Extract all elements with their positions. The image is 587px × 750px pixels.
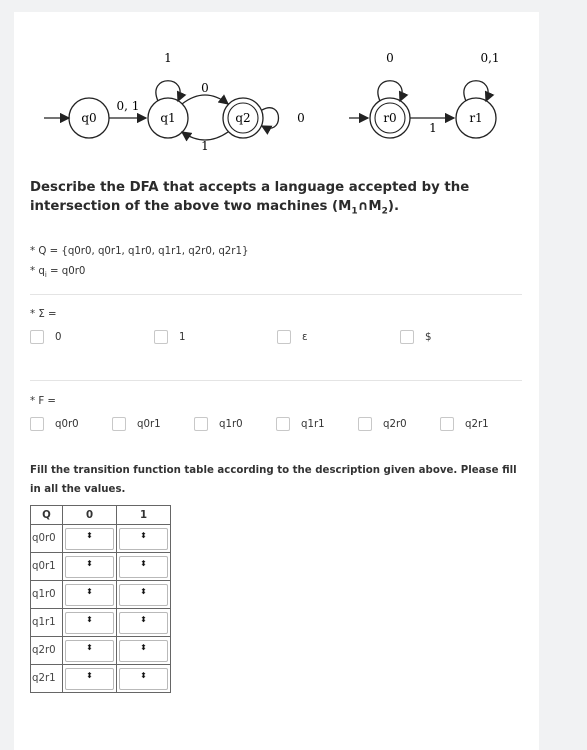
sigma-option-epsilon[interactable]: ε — [277, 330, 308, 344]
loop-q1-label: 1 — [164, 51, 172, 65]
initial-state: * $q_i = q0r0$ — [30, 266, 86, 280]
table-row — [31, 637, 171, 665]
select-arrows-icon: ⬍ — [140, 642, 147, 652]
final-option-q2r1[interactable]: q2r1 — [440, 417, 489, 431]
select-arrows-icon: ⬍ — [86, 586, 93, 596]
select-arrows-icon: ⬍ — [140, 670, 147, 680]
transition-select-0[interactable] — [65, 528, 114, 550]
transition-select-0[interactable] — [65, 640, 114, 662]
state-r1-label: r1 — [469, 111, 483, 125]
edge-q0-q1-label: 0, 1 — [116, 99, 140, 113]
transition-select-1[interactable] — [119, 584, 168, 606]
transition-select-1[interactable] — [119, 668, 168, 690]
final-option-q0r1[interactable]: q0r1 — [112, 417, 161, 431]
table-header-row — [31, 506, 171, 525]
select-arrows-icon: ⬍ — [86, 670, 93, 680]
transition-select-1[interactable] — [119, 640, 168, 662]
question-card — [14, 12, 539, 750]
edge-r0-r1-label: 1 — [429, 121, 437, 135]
checkbox[interactable] — [112, 417, 126, 431]
sigma-option-1[interactable]: 1 — [154, 330, 185, 344]
select-arrows-icon: ⬍ — [140, 530, 147, 540]
row-state: q0r0 — [31, 525, 63, 553]
state-q1-label: q1 — [160, 111, 176, 125]
row-state: q1r0 — [31, 581, 63, 609]
loop-q2 — [262, 108, 279, 129]
edge-q1-q2-label: 0 — [201, 81, 209, 95]
select-arrows-icon: ⬍ — [86, 642, 93, 652]
checkbox[interactable] — [154, 330, 168, 344]
row-state: q1r1 — [31, 609, 63, 637]
transition-select-1[interactable] — [119, 528, 168, 550]
sigma-option-dollar[interactable]: $ — [400, 330, 431, 344]
header-0: 0 — [63, 506, 117, 525]
checkbox[interactable] — [277, 330, 291, 344]
final-option-q1r0[interactable]: q1r0 — [194, 417, 243, 431]
select-arrows-icon: ⬍ — [86, 614, 93, 624]
header-q: Q — [31, 506, 63, 525]
checkbox[interactable] — [440, 417, 454, 431]
checkbox[interactable] — [276, 417, 290, 431]
given-facts — [30, 242, 248, 285]
checkbox[interactable] — [30, 330, 44, 344]
state-r0-label: r0 — [383, 111, 397, 125]
sigma-option-0[interactable]: 0 — [30, 330, 61, 344]
select-arrows-icon: ⬍ — [86, 558, 93, 568]
row-state: q2r0 — [31, 637, 63, 665]
table-row — [31, 525, 171, 553]
state-diagram — [14, 12, 539, 172]
checkbox[interactable] — [30, 417, 44, 431]
table-row — [31, 553, 171, 581]
table-row — [31, 609, 171, 637]
loop-q2-label: 0 — [297, 111, 305, 125]
final-label: * F = — [30, 396, 56, 407]
divider — [30, 294, 522, 295]
row-state: q0r1 — [31, 553, 63, 581]
transition-table — [30, 505, 171, 693]
transition-select-0[interactable] — [65, 612, 114, 634]
checkbox[interactable] — [400, 330, 414, 344]
states-set: * Q = {q0r0, q0r1, q1r0, q1r1, q2r0, q2r1} — [30, 246, 249, 257]
loop-r0-label: 0 — [386, 51, 394, 65]
checkbox[interactable] — [194, 417, 208, 431]
question-text: Describe the DFA that accepts a language accepted by the intersection of the above two machines $(M_1\cap M_2)$. — [30, 180, 470, 217]
final-option-q0r0[interactable]: q0r0 — [30, 417, 79, 431]
final-option-q1r1[interactable]: q1r1 — [276, 417, 325, 431]
table-row — [31, 581, 171, 609]
transition-select-0[interactable] — [65, 556, 114, 578]
state-q0-label: q0 — [81, 111, 97, 125]
transition-select-1[interactable] — [119, 612, 168, 634]
select-arrows-icon: ⬍ — [86, 530, 93, 540]
select-arrows-icon: ⬍ — [140, 614, 147, 624]
transition-select-1[interactable] — [119, 556, 168, 578]
edge-q2-q1-label: 1 — [201, 139, 209, 153]
loop-r1-label: 0,1 — [480, 51, 500, 65]
table-instructions: Fill the transition function table according to the description given above. Please fill in all the values. — [30, 465, 517, 495]
checkbox[interactable] — [358, 417, 372, 431]
header-1: 1 — [117, 506, 171, 525]
final-option-q2r0[interactable]: q2r0 — [358, 417, 407, 431]
edge-q1-q2 — [182, 95, 228, 104]
transition-select-0[interactable] — [65, 668, 114, 690]
select-arrows-icon: ⬍ — [140, 558, 147, 568]
select-arrows-icon: ⬍ — [140, 586, 147, 596]
state-q2-label: q2 — [235, 111, 251, 125]
transition-select-0[interactable] — [65, 584, 114, 606]
sigma-label: * Σ = — [30, 309, 57, 320]
row-state: q2r1 — [31, 665, 63, 693]
table-row — [31, 665, 171, 693]
divider — [30, 380, 522, 381]
